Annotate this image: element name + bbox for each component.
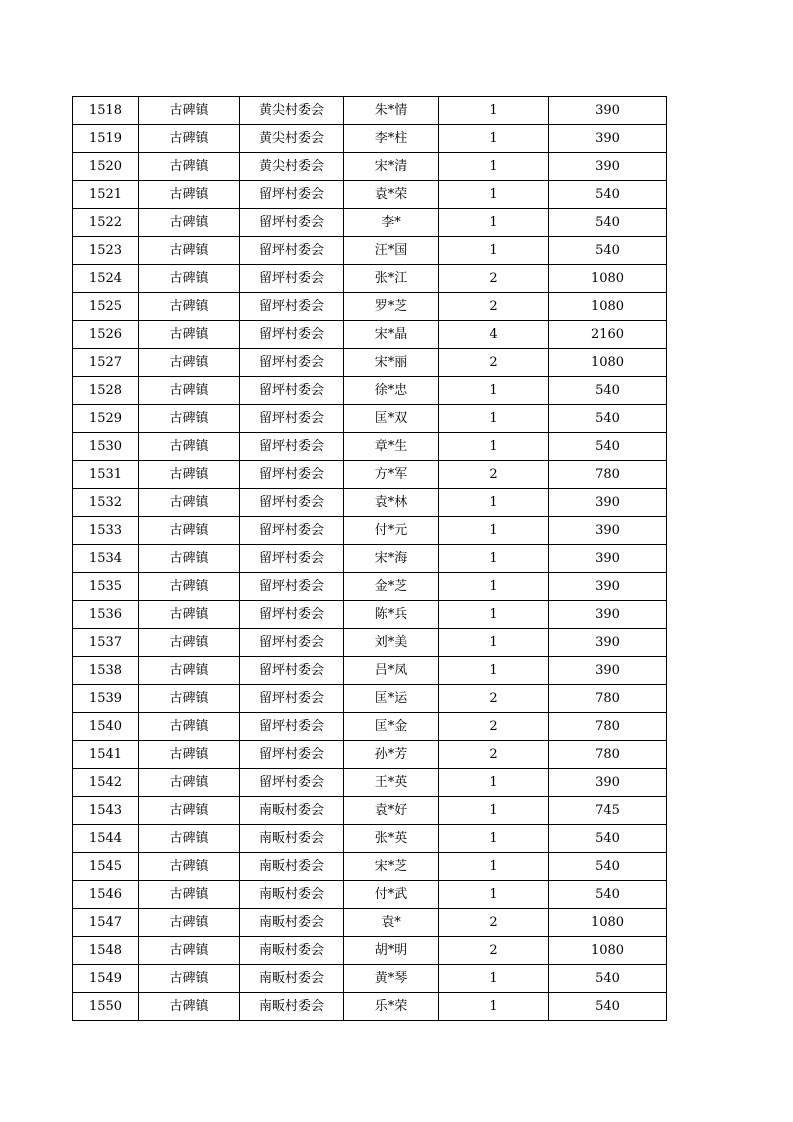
cell-serial-no: 1533 [73, 517, 139, 545]
cell-amount: 780 [549, 685, 667, 713]
cell-name: 金*芝 [344, 573, 439, 601]
cell-serial-no: 1550 [73, 993, 139, 1021]
cell-count: 1 [439, 993, 549, 1021]
cell-amount: 390 [549, 601, 667, 629]
cell-name: 乐*荣 [344, 993, 439, 1021]
table-row [73, 965, 667, 993]
cell-amount: 390 [549, 545, 667, 573]
cell-village-committee: 留坪村委会 [240, 713, 344, 741]
cell-serial-no: 1538 [73, 657, 139, 685]
cell-serial-no: 1525 [73, 293, 139, 321]
table-row [73, 181, 667, 209]
cell-town: 古碑镇 [139, 993, 240, 1021]
cell-serial-no: 1541 [73, 741, 139, 769]
cell-village-committee: 南畈村委会 [240, 881, 344, 909]
cell-amount: 1080 [549, 909, 667, 937]
table-row [73, 209, 667, 237]
cell-town: 古碑镇 [139, 853, 240, 881]
table-row [73, 405, 667, 433]
cell-amount: 540 [549, 993, 667, 1021]
cell-village-committee: 留坪村委会 [240, 237, 344, 265]
cell-name: 袁* [344, 909, 439, 937]
cell-name: 宋*芝 [344, 853, 439, 881]
cell-amount: 540 [549, 853, 667, 881]
cell-count: 1 [439, 489, 549, 517]
cell-name: 朱*情 [344, 97, 439, 125]
cell-town: 古碑镇 [139, 601, 240, 629]
table-row [73, 545, 667, 573]
cell-town: 古碑镇 [139, 321, 240, 349]
cell-name: 袁*林 [344, 489, 439, 517]
cell-count: 1 [439, 545, 549, 573]
table-row [73, 937, 667, 965]
cell-serial-no: 1520 [73, 153, 139, 181]
cell-serial-no: 1535 [73, 573, 139, 601]
cell-village-committee: 南畈村委会 [240, 993, 344, 1021]
cell-count: 1 [439, 97, 549, 125]
cell-serial-no: 1545 [73, 853, 139, 881]
cell-name: 李*柱 [344, 125, 439, 153]
cell-village-committee: 南畈村委会 [240, 797, 344, 825]
cell-town: 古碑镇 [139, 881, 240, 909]
cell-town: 古碑镇 [139, 265, 240, 293]
cell-count: 1 [439, 517, 549, 545]
cell-serial-no: 1530 [73, 433, 139, 461]
cell-name: 宋*清 [344, 153, 439, 181]
table-row [73, 825, 667, 853]
cell-town: 古碑镇 [139, 741, 240, 769]
cell-name: 匡*双 [344, 405, 439, 433]
cell-amount: 390 [549, 573, 667, 601]
cell-name: 宋*海 [344, 545, 439, 573]
cell-town: 古碑镇 [139, 629, 240, 657]
table-row [73, 433, 667, 461]
cell-amount: 780 [549, 713, 667, 741]
cell-name: 王*英 [344, 769, 439, 797]
cell-amount: 540 [549, 209, 667, 237]
cell-count: 4 [439, 321, 549, 349]
cell-count: 1 [439, 125, 549, 153]
cell-serial-no: 1537 [73, 629, 139, 657]
cell-amount: 1080 [549, 293, 667, 321]
cell-town: 古碑镇 [139, 181, 240, 209]
table-row [73, 461, 667, 489]
table-row [73, 321, 667, 349]
cell-amount: 1080 [549, 349, 667, 377]
table-row [73, 125, 667, 153]
cell-village-committee: 黄尖村委会 [240, 153, 344, 181]
cell-count: 1 [439, 601, 549, 629]
cell-serial-no: 1521 [73, 181, 139, 209]
cell-serial-no: 1531 [73, 461, 139, 489]
cell-count: 1 [439, 181, 549, 209]
cell-serial-no: 1527 [73, 349, 139, 377]
cell-serial-no: 1519 [73, 125, 139, 153]
cell-village-committee: 留坪村委会 [240, 433, 344, 461]
cell-count: 2 [439, 461, 549, 489]
cell-amount: 540 [549, 377, 667, 405]
cell-amount: 2160 [549, 321, 667, 349]
table-body [73, 97, 667, 1021]
cell-serial-no: 1542 [73, 769, 139, 797]
cell-village-committee: 留坪村委会 [240, 461, 344, 489]
table-row [73, 713, 667, 741]
cell-name: 方*军 [344, 461, 439, 489]
cell-town: 古碑镇 [139, 545, 240, 573]
cell-name: 匡*金 [344, 713, 439, 741]
cell-amount: 540 [549, 181, 667, 209]
cell-village-committee: 留坪村委会 [240, 321, 344, 349]
table-row [73, 769, 667, 797]
table-row [73, 97, 667, 125]
table-row [73, 489, 667, 517]
cell-name: 孙*芳 [344, 741, 439, 769]
table-row [73, 853, 667, 881]
cell-count: 1 [439, 657, 549, 685]
cell-name: 章*生 [344, 433, 439, 461]
cell-name: 张*江 [344, 265, 439, 293]
table-row [73, 685, 667, 713]
cell-count: 1 [439, 629, 549, 657]
cell-serial-no: 1528 [73, 377, 139, 405]
cell-town: 古碑镇 [139, 461, 240, 489]
cell-serial-no: 1549 [73, 965, 139, 993]
cell-name: 宋*晶 [344, 321, 439, 349]
table-row [73, 293, 667, 321]
cell-amount: 390 [549, 517, 667, 545]
cell-name: 徐*忠 [344, 377, 439, 405]
cell-count: 1 [439, 797, 549, 825]
cell-village-committee: 南畈村委会 [240, 825, 344, 853]
cell-village-committee: 留坪村委会 [240, 209, 344, 237]
cell-count: 2 [439, 909, 549, 937]
cell-amount: 540 [549, 965, 667, 993]
cell-amount: 390 [549, 125, 667, 153]
cell-count: 1 [439, 881, 549, 909]
table-row [73, 237, 667, 265]
cell-amount: 390 [549, 769, 667, 797]
cell-village-committee: 留坪村委会 [240, 545, 344, 573]
cell-village-committee: 南畈村委会 [240, 937, 344, 965]
cell-town: 古碑镇 [139, 293, 240, 321]
cell-count: 1 [439, 825, 549, 853]
cell-serial-no: 1523 [73, 237, 139, 265]
cell-amount: 390 [549, 629, 667, 657]
table-row [73, 573, 667, 601]
cell-town: 古碑镇 [139, 937, 240, 965]
cell-name: 刘*美 [344, 629, 439, 657]
cell-town: 古碑镇 [139, 153, 240, 181]
cell-village-committee: 南畈村委会 [240, 909, 344, 937]
table-row [73, 349, 667, 377]
cell-town: 古碑镇 [139, 909, 240, 937]
cell-village-committee: 留坪村委会 [240, 181, 344, 209]
cell-amount: 540 [549, 433, 667, 461]
cell-count: 1 [439, 237, 549, 265]
cell-count: 1 [439, 965, 549, 993]
cell-town: 古碑镇 [139, 657, 240, 685]
table-row [73, 265, 667, 293]
cell-amount: 390 [549, 657, 667, 685]
cell-village-committee: 留坪村委会 [240, 741, 344, 769]
cell-name: 汪*国 [344, 237, 439, 265]
cell-count: 1 [439, 377, 549, 405]
cell-village-committee: 南畈村委会 [240, 965, 344, 993]
cell-amount: 540 [549, 825, 667, 853]
cell-village-committee: 留坪村委会 [240, 489, 344, 517]
cell-serial-no: 1532 [73, 489, 139, 517]
cell-amount: 540 [549, 237, 667, 265]
cell-amount: 540 [549, 881, 667, 909]
cell-count: 1 [439, 573, 549, 601]
cell-amount: 780 [549, 461, 667, 489]
cell-count: 2 [439, 349, 549, 377]
cell-count: 2 [439, 741, 549, 769]
table-row [73, 881, 667, 909]
cell-name: 宋*丽 [344, 349, 439, 377]
cell-amount: 540 [549, 405, 667, 433]
table-row [73, 657, 667, 685]
cell-town: 古碑镇 [139, 433, 240, 461]
cell-serial-no: 1543 [73, 797, 139, 825]
cell-amount: 1080 [549, 937, 667, 965]
cell-village-committee: 留坪村委会 [240, 601, 344, 629]
table-row [73, 601, 667, 629]
cell-amount: 390 [549, 489, 667, 517]
cell-name: 黄*琴 [344, 965, 439, 993]
cell-name: 袁*荣 [344, 181, 439, 209]
table-row [73, 909, 667, 937]
cell-count: 2 [439, 713, 549, 741]
cell-count: 1 [439, 405, 549, 433]
cell-village-committee: 留坪村委会 [240, 377, 344, 405]
table-row [73, 993, 667, 1021]
cell-town: 古碑镇 [139, 209, 240, 237]
cell-town: 古碑镇 [139, 797, 240, 825]
cell-serial-no: 1526 [73, 321, 139, 349]
table-row [73, 741, 667, 769]
cell-name: 袁*好 [344, 797, 439, 825]
cell-serial-no: 1534 [73, 545, 139, 573]
cell-amount: 390 [549, 97, 667, 125]
cell-village-committee: 留坪村委会 [240, 573, 344, 601]
cell-town: 古碑镇 [139, 769, 240, 797]
cell-count: 1 [439, 153, 549, 181]
cell-name: 张*英 [344, 825, 439, 853]
data-table [72, 96, 667, 1021]
cell-serial-no: 1536 [73, 601, 139, 629]
cell-serial-no: 1518 [73, 97, 139, 125]
cell-town: 古碑镇 [139, 517, 240, 545]
cell-serial-no: 1529 [73, 405, 139, 433]
cell-count: 2 [439, 937, 549, 965]
cell-serial-no: 1546 [73, 881, 139, 909]
cell-amount: 1080 [549, 265, 667, 293]
cell-name: 匡*运 [344, 685, 439, 713]
cell-town: 古碑镇 [139, 713, 240, 741]
cell-serial-no: 1522 [73, 209, 139, 237]
cell-village-committee: 南畈村委会 [240, 853, 344, 881]
cell-village-committee: 留坪村委会 [240, 349, 344, 377]
cell-town: 古碑镇 [139, 489, 240, 517]
cell-village-committee: 留坪村委会 [240, 769, 344, 797]
cell-village-committee: 留坪村委会 [240, 685, 344, 713]
cell-serial-no: 1544 [73, 825, 139, 853]
cell-serial-no: 1548 [73, 937, 139, 965]
cell-town: 古碑镇 [139, 97, 240, 125]
cell-village-committee: 黄尖村委会 [240, 125, 344, 153]
cell-serial-no: 1547 [73, 909, 139, 937]
cell-village-committee: 黄尖村委会 [240, 97, 344, 125]
table-row [73, 797, 667, 825]
cell-village-committee: 留坪村委会 [240, 657, 344, 685]
cell-count: 2 [439, 293, 549, 321]
cell-name: 陈*兵 [344, 601, 439, 629]
cell-count: 1 [439, 433, 549, 461]
cell-town: 古碑镇 [139, 685, 240, 713]
table-row [73, 377, 667, 405]
table-row [73, 153, 667, 181]
cell-amount: 745 [549, 797, 667, 825]
cell-name: 付*武 [344, 881, 439, 909]
cell-serial-no: 1540 [73, 713, 139, 741]
cell-name: 付*元 [344, 517, 439, 545]
cell-town: 古碑镇 [139, 237, 240, 265]
cell-count: 1 [439, 853, 549, 881]
cell-town: 古碑镇 [139, 405, 240, 433]
cell-name: 胡*明 [344, 937, 439, 965]
cell-serial-no: 1524 [73, 265, 139, 293]
table-row [73, 517, 667, 545]
cell-village-committee: 留坪村委会 [240, 405, 344, 433]
cell-amount: 390 [549, 153, 667, 181]
cell-count: 1 [439, 209, 549, 237]
cell-town: 古碑镇 [139, 573, 240, 601]
cell-name: 罗*芝 [344, 293, 439, 321]
cell-village-committee: 留坪村委会 [240, 517, 344, 545]
cell-count: 1 [439, 769, 549, 797]
cell-serial-no: 1539 [73, 685, 139, 713]
cell-village-committee: 留坪村委会 [240, 629, 344, 657]
cell-town: 古碑镇 [139, 965, 240, 993]
cell-count: 2 [439, 685, 549, 713]
cell-town: 古碑镇 [139, 125, 240, 153]
cell-village-committee: 留坪村委会 [240, 293, 344, 321]
cell-town: 古碑镇 [139, 377, 240, 405]
cell-town: 古碑镇 [139, 825, 240, 853]
cell-town: 古碑镇 [139, 349, 240, 377]
cell-name: 吕*凤 [344, 657, 439, 685]
cell-count: 2 [439, 265, 549, 293]
table-row [73, 629, 667, 657]
cell-village-committee: 留坪村委会 [240, 265, 344, 293]
cell-amount: 780 [549, 741, 667, 769]
cell-name: 李* [344, 209, 439, 237]
